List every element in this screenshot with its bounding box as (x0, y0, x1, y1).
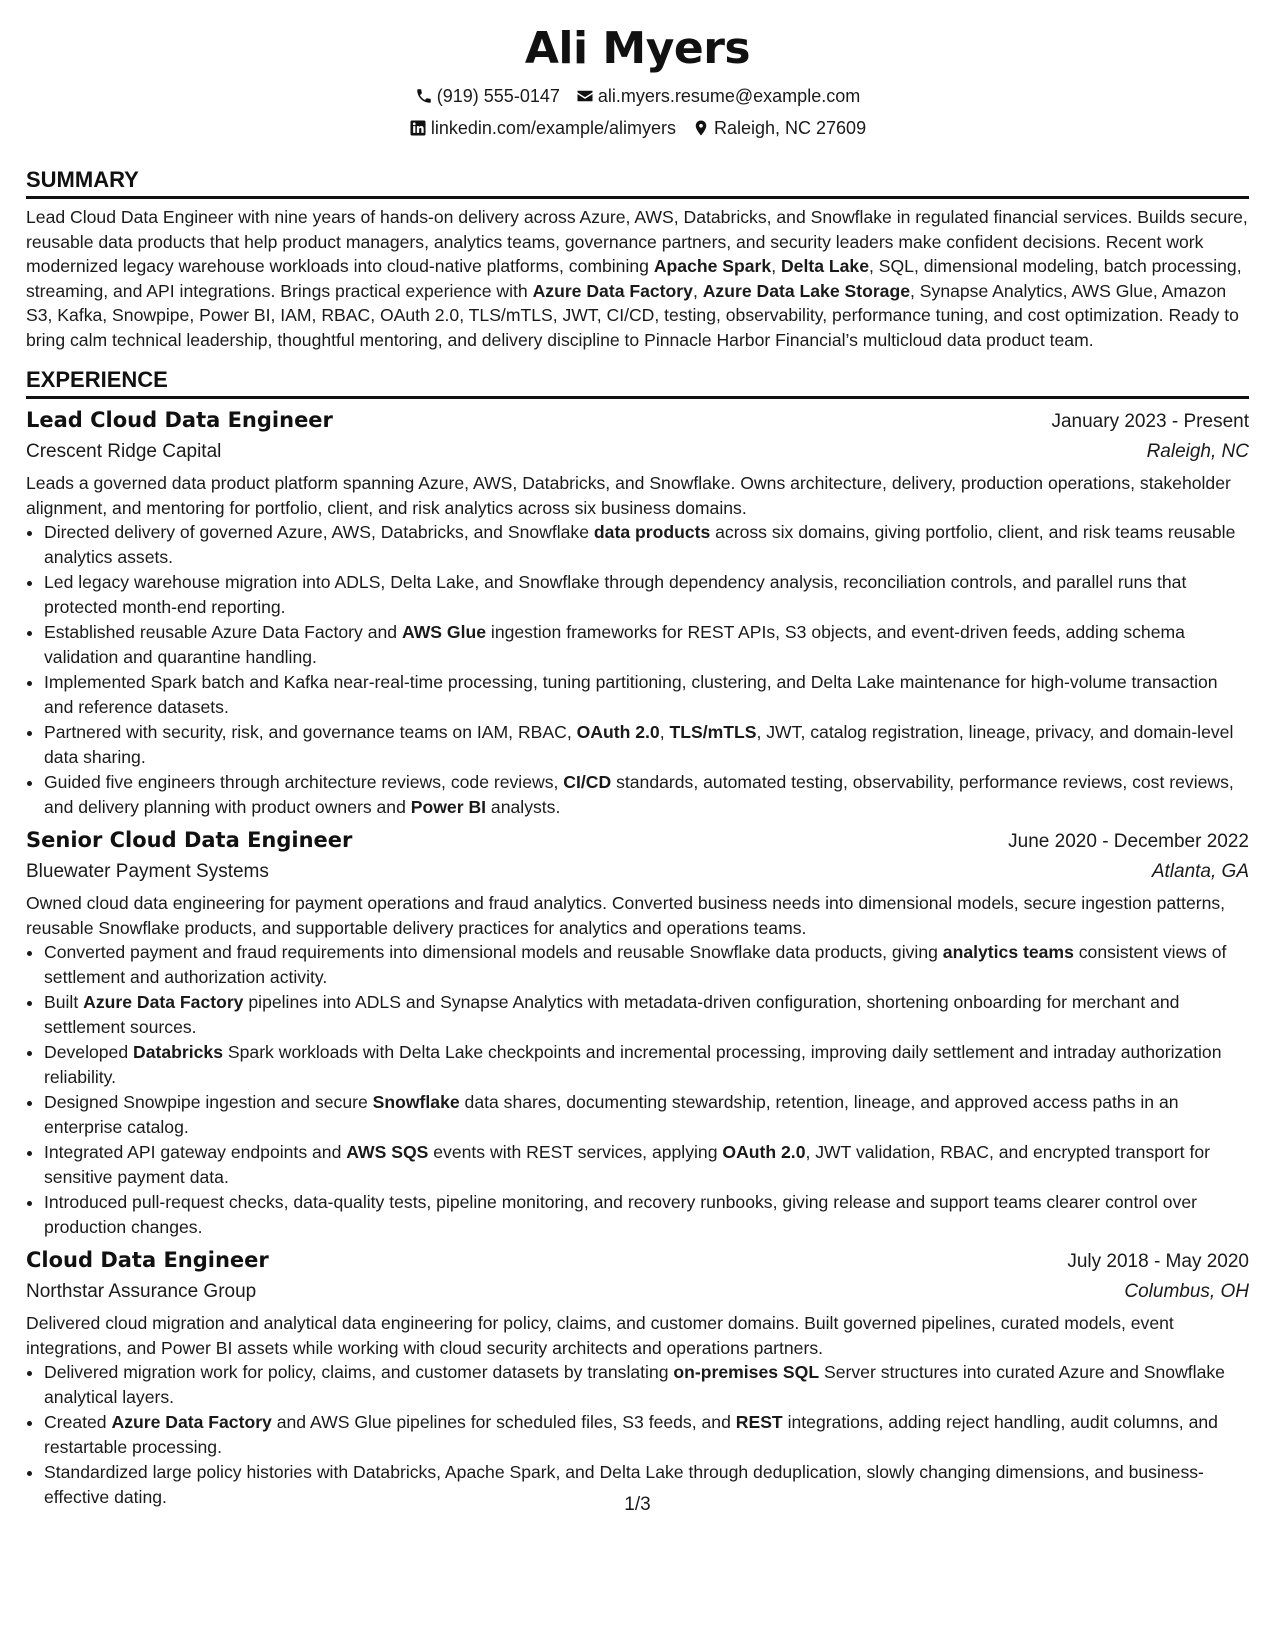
text-segment: across six domains, giving portfolio, client, and risk teams reusable analytics assets. (44, 522, 1236, 567)
job-description: Leads a governed data product platform spanning Azure, AWS, Databricks, and Snowflake. Owns architecture, delivery, production operations, stakeholder alignment, and mentoring for portfolio, client, and risk analytics across six business domains. (26, 473, 1231, 518)
text-segment: integrations, adding reject handling, audit columns, and restartable processing. (44, 1412, 1218, 1457)
bold-keyword: Power BI (410, 796, 487, 817)
envelope-icon (576, 87, 594, 105)
job-bullet (44, 1140, 1249, 1189)
job-header (26, 1245, 1249, 1277)
job-bullet (44, 570, 1249, 619)
summary-paragraph (26, 205, 1249, 352)
bold-keyword: Azure Data Factory (111, 1412, 272, 1432)
linkedin-url[interactable]: linkedin.com/example/alimyers (430, 118, 676, 138)
map-pin-icon (692, 119, 710, 137)
text-segment: , (692, 280, 703, 301)
bold-keyword: Azure Data Factory (83, 992, 244, 1012)
phone-contact (415, 80, 560, 112)
text-segment: , JWT, catalog registration, lineage, privacy, and domain-level data sharing. (44, 722, 1234, 767)
text-segment: Directed delivery of governed Azure, AWS, Databricks, and Snowflake (44, 522, 594, 542)
bold-keyword: Azure Data Factory (532, 280, 693, 301)
phone-icon (415, 87, 433, 105)
text-segment: Implemented Spark batch and Kafka near-real-time processing, tuning partitioning, clustering, and Delta Lake maintenance for high-volume transaction and reference datasets. (44, 672, 1218, 717)
job-subheader (26, 437, 1249, 467)
experience-heading: EXPERIENCE (26, 366, 1249, 399)
job-location: Raleigh, NC (1146, 441, 1249, 462)
bold-keyword: AWS SQS (346, 1142, 429, 1162)
linkedin-icon (409, 119, 427, 137)
bold-keyword: data products (593, 522, 711, 542)
text-segment: ingestion frameworks for REST APIs, S3 objects, and event-driven feeds, adding schema validation and quarantine handling. (44, 622, 1185, 667)
job-entry (26, 405, 1249, 819)
location-text: Raleigh, NC 27609 (713, 118, 867, 138)
text-segment: Integrated API gateway endpoints and (44, 1142, 347, 1162)
bold-keyword: CI/CD (563, 772, 612, 792)
job-title: Cloud Data Engineer (26, 1248, 269, 1272)
job-dates: January 2023 - Present (1051, 411, 1249, 432)
candidate-name: Ali Myers (524, 23, 751, 74)
job-bullet (44, 620, 1249, 669)
bold-keyword: Apache Spark (653, 256, 772, 276)
email-contact[interactable] (576, 80, 860, 112)
text-segment: Developed (44, 1042, 134, 1062)
company-name: Northstar Assurance Group (26, 1281, 257, 1302)
job-bullet-list (26, 1360, 1249, 1509)
job-entry (26, 825, 1249, 1239)
job-dates: July 2018 - May 2020 (1067, 1251, 1249, 1272)
contact-row-1 (26, 80, 1249, 112)
job-bullet (44, 1090, 1249, 1139)
text-segment: Server structures into curated Azure and Snowflake analytical layers. (44, 1362, 1225, 1407)
text-segment: and AWS Glue pipelines for scheduled files, S3 feeds, and (271, 1412, 736, 1432)
job-subheader (26, 857, 1249, 887)
job-bullet (44, 520, 1249, 569)
job-location: Columbus, OH (1124, 1281, 1249, 1302)
text-segment: Converted payment and fraud requirements into dimensional models and reusable Snowflake data products, giving (44, 942, 943, 962)
text-segment: analysts. (486, 796, 561, 817)
bold-keyword: Snowflake (372, 1092, 460, 1112)
company-name: Crescent Ridge Capital (26, 441, 222, 462)
bold-keyword: TLS/mTLS (669, 722, 757, 742)
job-bullet (44, 1360, 1249, 1409)
bold-keyword: Databricks (133, 1042, 223, 1062)
job-header (26, 825, 1249, 857)
linkedin-contact[interactable] (409, 112, 676, 144)
job-description: Owned cloud data engineering for payment operations and fraud analytics. Converted business needs into dimensional models, secure ingestion patterns, reusable Snowflake products, and supportable delivery practices for analytics and operations teams. (26, 893, 1226, 938)
email-address[interactable]: ali.myers.resume@example.com (597, 86, 861, 106)
job-description: Delivered cloud migration and analytical data engineering for policy, claims, and customer domains. Built governed pipelines, curated models, event integrations, and Power BI assets while working with cloud security architects and operations partners. (26, 1313, 1174, 1358)
text-segment: , JWT validation, RBAC, and encrypted transport for sensitive payment data. (44, 1142, 1210, 1187)
bold-keyword: REST (735, 1412, 783, 1432)
text-segment: Designed Snowpipe ingestion and secure (44, 1092, 373, 1112)
job-location: Atlanta, GA (1151, 861, 1249, 882)
text-segment: Led legacy warehouse migration into ADLS, Delta Lake, and Snowflake through dependency analysis, reconciliation controls, and parallel runs that protected month-end reporting. (44, 572, 1187, 617)
job-title: Senior Cloud Data Engineer (26, 828, 353, 852)
job-bullet (44, 1410, 1249, 1459)
resume-page (26, 18, 1249, 1510)
bold-keyword: OAuth 2.0 (576, 722, 660, 742)
summary-heading: SUMMARY (26, 166, 1249, 199)
company-name: Bluewater Payment Systems (26, 861, 269, 882)
text-segment: consistent views of settlement and authorization activity. (44, 942, 1227, 987)
text-segment: standards, automated testing, observability, performance reviews, cost reviews, and delivery planning with product owners and (44, 772, 1234, 817)
text-segment: Partnered with security, risk, and governance teams on IAM, RBAC, (44, 722, 577, 742)
bold-keyword: AWS Glue (401, 622, 487, 642)
job-entry (26, 1245, 1249, 1509)
text-segment: , Synapse Analytics, AWS Glue, Amazon S3, Kafka, Snowpipe, Power BI, IAM, RBAC, OAuth 2.0, TLS/mTLS, JWT, CI/CD, testing, observability, performance tuning, and cost optimization. Ready to bring calm technical leadership, thoughtful mentoring, and delivery discipline to Pinnacle Harbor Financial’s multicloud data product team. (26, 280, 1239, 350)
bold-keyword: analytics teams (942, 942, 1074, 962)
text-segment: Delivered migration work for policy, claims, and customer datasets by translating (44, 1362, 674, 1382)
text-segment: , (659, 722, 670, 742)
text-segment: pipelines into ADLS and Synapse Analytics with metadata-driven configuration, shortening onboarding for merchant and settlement sources. (44, 992, 1180, 1037)
job-subheader (26, 1277, 1249, 1307)
text-segment: Established reusable Azure Data Factory and (44, 622, 402, 642)
job-bullet (44, 990, 1249, 1039)
text-segment: Guided five engineers through architecture reviews, code reviews, (44, 772, 564, 792)
contact-row-2 (26, 112, 1249, 144)
text-segment: Created (44, 1412, 112, 1432)
job-bullet (44, 1190, 1249, 1239)
text-segment: , (771, 256, 781, 276)
text-segment: , SQL, dimensional modeling, batch processing, streaming, and API integrations. Brings practical experience with (26, 256, 1242, 301)
bold-keyword: Azure Data Lake Storage (702, 280, 911, 301)
bold-keyword: OAuth 2.0 (722, 1142, 806, 1162)
text-segment: events with REST services, applying (428, 1142, 723, 1162)
experience-list (26, 405, 1249, 1509)
job-bullet-list (26, 520, 1249, 819)
text-segment: Spark workloads with Delta Lake checkpoints and incremental processing, improving daily settlement and intraday authorization reliability. (44, 1042, 1222, 1087)
job-bullet-list (26, 940, 1249, 1239)
bold-keyword: Delta Lake (780, 256, 869, 276)
text-segment: Built (44, 992, 84, 1012)
location-contact (692, 112, 866, 144)
text-segment: Lead Cloud Data Engineer with nine years of hands-on delivery across Azure, AWS, Databricks, and Snowflake in regulated financial services. Builds secure, reusable data products that help product managers, analytics teams, governance partners, and security leaders make confident decisions. Recent work modernized legacy warehouse workloads into cloud-native platforms, combining (26, 207, 1248, 276)
job-title: Lead Cloud Data Engineer (26, 408, 333, 432)
text-segment: data shares, documenting stewardship, retention, lineage, and approved access paths in an enterprise catalog. (44, 1092, 1179, 1137)
page-number: 1/3 (624, 1494, 651, 1515)
job-bullet (44, 770, 1249, 819)
job-dates: June 2020 - December 2022 (1008, 831, 1249, 852)
text-segment: Standardized large policy histories with Databricks, Apache Spark, and Delta Lake through deduplication, slowly changing dimensions, and business-effective dating. (44, 1462, 1204, 1507)
job-header (26, 405, 1249, 437)
job-bullet (44, 720, 1249, 769)
job-bullet (44, 670, 1249, 719)
job-bullet (44, 940, 1249, 989)
text-segment: Introduced pull-request checks, data-quality tests, pipeline monitoring, and recovery runbooks, giving release and support teams clearer control over production changes. (44, 1192, 1198, 1237)
job-bullet (44, 1040, 1249, 1089)
phone-number: (919) 555-0147 (436, 86, 560, 106)
bold-keyword: on-premises SQL (673, 1362, 820, 1382)
